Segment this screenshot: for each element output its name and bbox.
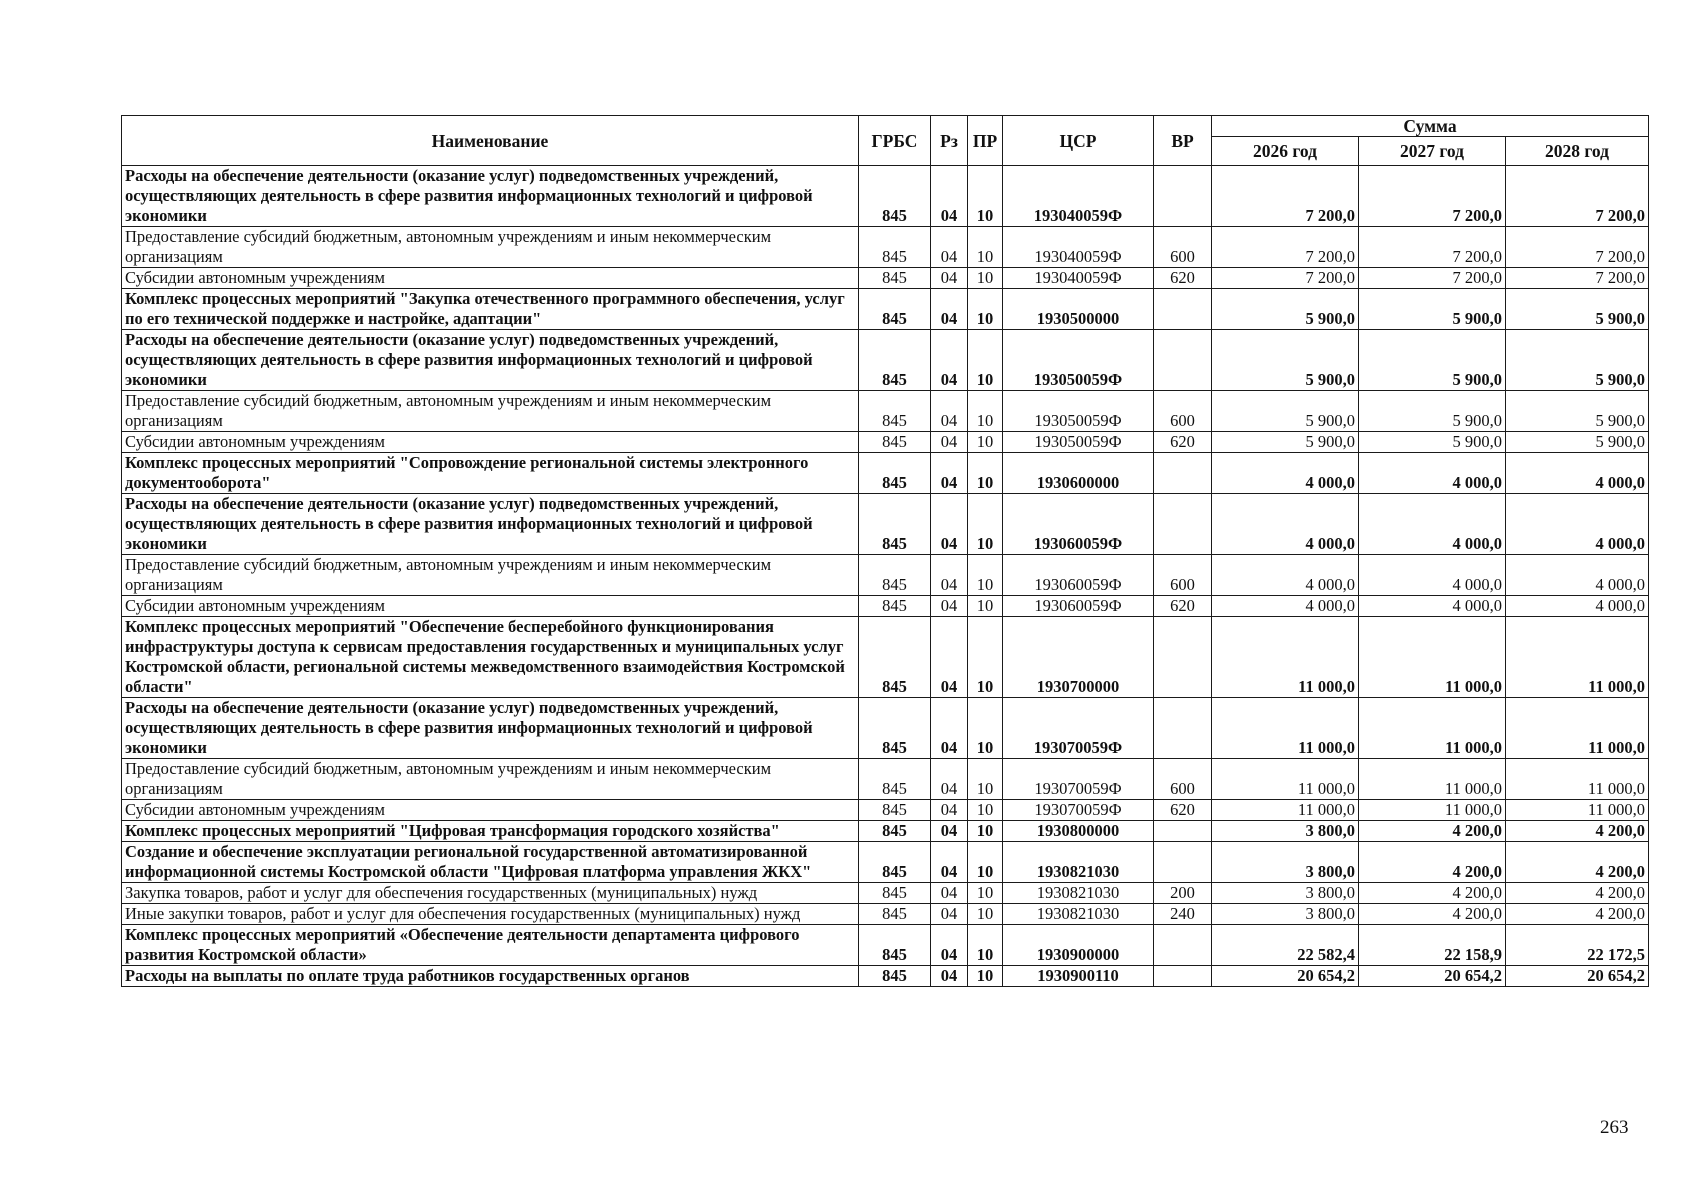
table-row (122, 966, 1649, 987)
cell-grbs: 845 (859, 227, 931, 268)
cell-vr: 620 (1154, 596, 1212, 617)
cell-pr: 10 (968, 617, 1003, 698)
cell-pr: 10 (968, 391, 1003, 432)
cell-vr (1154, 289, 1212, 330)
cell-name: Предоставление субсидий бюджетным, автономным учреждениям и иным некоммерческим организациям (122, 227, 859, 268)
cell-name: Комплекс процессных мероприятий "Обеспечение бесперебойного функционирования инфраструктуры доступа к сервисам предоставления государственных и муниципальных услуг Костромской области, региональной системы межведомственного взаимодействия Костромской области" (122, 617, 859, 698)
cell-sum-2026: 3 800,0 (1212, 883, 1359, 904)
cell-sum-2028: 11 000,0 (1506, 800, 1649, 821)
cell-pr: 10 (968, 800, 1003, 821)
table-row (122, 842, 1649, 883)
cell-sum-2028: 4 000,0 (1506, 494, 1649, 555)
cell-csr: 1930821030 (1003, 842, 1154, 883)
cell-grbs: 845 (859, 925, 931, 966)
cell-sum-2028: 5 900,0 (1506, 432, 1649, 453)
cell-name: Комплекс процессных мероприятий "Цифровая трансформация городского хозяйства" (122, 821, 859, 842)
table-row (122, 904, 1649, 925)
header-vr: ВР (1154, 116, 1212, 166)
cell-rz: 04 (931, 494, 968, 555)
cell-sum-2028: 4 000,0 (1506, 555, 1649, 596)
cell-grbs: 845 (859, 966, 931, 987)
cell-pr: 10 (968, 227, 1003, 268)
cell-sum-2026: 5 900,0 (1212, 330, 1359, 391)
cell-vr (1154, 925, 1212, 966)
cell-pr: 10 (968, 166, 1003, 227)
cell-vr: 240 (1154, 904, 1212, 925)
cell-name: Субсидии автономным учреждениям (122, 268, 859, 289)
cell-grbs: 845 (859, 289, 931, 330)
cell-rz: 04 (931, 925, 968, 966)
cell-sum-2026: 5 900,0 (1212, 289, 1359, 330)
header-rz: Рз (931, 116, 968, 166)
cell-csr: 1930700000 (1003, 617, 1154, 698)
cell-sum-2028: 11 000,0 (1506, 617, 1649, 698)
cell-grbs: 845 (859, 698, 931, 759)
cell-rz: 04 (931, 432, 968, 453)
cell-pr: 10 (968, 268, 1003, 289)
cell-rz: 04 (931, 842, 968, 883)
header-sum: Сумма (1212, 116, 1649, 137)
cell-vr: 620 (1154, 432, 1212, 453)
cell-grbs: 845 (859, 596, 931, 617)
cell-pr: 10 (968, 904, 1003, 925)
cell-vr (1154, 494, 1212, 555)
cell-sum-2028: 20 654,2 (1506, 966, 1649, 987)
cell-csr: 193040059Ф (1003, 166, 1154, 227)
cell-sum-2026: 22 582,4 (1212, 925, 1359, 966)
cell-csr: 193060059Ф (1003, 596, 1154, 617)
cell-sum-2027: 4 000,0 (1359, 453, 1506, 494)
cell-csr: 193070059Ф (1003, 698, 1154, 759)
table-row (122, 494, 1649, 555)
table-row (122, 227, 1649, 268)
cell-rz: 04 (931, 966, 968, 987)
table-row (122, 289, 1649, 330)
header-year-2026: 2026 год (1212, 137, 1359, 166)
cell-sum-2026: 5 900,0 (1212, 391, 1359, 432)
cell-sum-2028: 4 200,0 (1506, 821, 1649, 842)
cell-csr: 193070059Ф (1003, 800, 1154, 821)
cell-grbs: 845 (859, 842, 931, 883)
cell-vr (1154, 821, 1212, 842)
cell-sum-2027: 4 200,0 (1359, 842, 1506, 883)
cell-sum-2027: 5 900,0 (1359, 289, 1506, 330)
cell-csr: 1930500000 (1003, 289, 1154, 330)
cell-sum-2026: 4 000,0 (1212, 555, 1359, 596)
cell-vr: 600 (1154, 227, 1212, 268)
cell-sum-2027: 4 200,0 (1359, 883, 1506, 904)
cell-sum-2028: 5 900,0 (1506, 391, 1649, 432)
cell-sum-2026: 5 900,0 (1212, 432, 1359, 453)
cell-name: Субсидии автономным учреждениям (122, 596, 859, 617)
cell-pr: 10 (968, 759, 1003, 800)
cell-sum-2027: 7 200,0 (1359, 227, 1506, 268)
cell-sum-2028: 22 172,5 (1506, 925, 1649, 966)
cell-pr: 10 (968, 842, 1003, 883)
cell-csr: 193050059Ф (1003, 432, 1154, 453)
table-row (122, 698, 1649, 759)
cell-rz: 04 (931, 555, 968, 596)
cell-rz: 04 (931, 391, 968, 432)
cell-sum-2027: 7 200,0 (1359, 268, 1506, 289)
cell-pr: 10 (968, 883, 1003, 904)
table-row (122, 925, 1649, 966)
cell-sum-2026: 11 000,0 (1212, 698, 1359, 759)
cell-sum-2027: 7 200,0 (1359, 166, 1506, 227)
cell-csr: 193060059Ф (1003, 494, 1154, 555)
cell-vr: 620 (1154, 800, 1212, 821)
cell-name: Комплекс процессных мероприятий "Сопровождение региональной системы электронного документооборота" (122, 453, 859, 494)
table-row (122, 759, 1649, 800)
cell-pr: 10 (968, 330, 1003, 391)
cell-rz: 04 (931, 821, 968, 842)
cell-sum-2027: 4 000,0 (1359, 494, 1506, 555)
cell-sum-2027: 20 654,2 (1359, 966, 1506, 987)
cell-rz: 04 (931, 904, 968, 925)
page-number: 263 (1600, 1117, 1629, 1138)
cell-grbs: 845 (859, 391, 931, 432)
cell-sum-2028: 5 900,0 (1506, 330, 1649, 391)
table-row (122, 883, 1649, 904)
cell-pr: 10 (968, 698, 1003, 759)
cell-grbs: 845 (859, 453, 931, 494)
cell-sum-2028: 4 000,0 (1506, 453, 1649, 494)
cell-rz: 04 (931, 596, 968, 617)
cell-vr (1154, 166, 1212, 227)
header-name: Наименование (122, 116, 859, 166)
cell-sum-2028: 4 200,0 (1506, 904, 1649, 925)
table-row (122, 330, 1649, 391)
cell-vr (1154, 453, 1212, 494)
cell-sum-2027: 4 000,0 (1359, 596, 1506, 617)
cell-name: Расходы на обеспечение деятельности (оказание услуг) подведомственных учреждений, осуществляющих деятельность в сфере развития информационных технологий и цифровой экономики (122, 166, 859, 227)
cell-csr: 1930600000 (1003, 453, 1154, 494)
header-csr: ЦСР (1003, 116, 1154, 166)
cell-name: Предоставление субсидий бюджетным, автономным учреждениям и иным некоммерческим организациям (122, 391, 859, 432)
cell-csr: 193040059Ф (1003, 227, 1154, 268)
cell-name: Комплекс процессных мероприятий «Обеспечение деятельности департамента цифрового развития Костромской области» (122, 925, 859, 966)
cell-name: Закупка товаров, работ и услуг для обеспечения государственных (муниципальных) нужд (122, 883, 859, 904)
cell-sum-2026: 3 800,0 (1212, 904, 1359, 925)
cell-rz: 04 (931, 330, 968, 391)
cell-sum-2026: 4 000,0 (1212, 494, 1359, 555)
cell-sum-2028: 4 000,0 (1506, 596, 1649, 617)
cell-name: Расходы на обеспечение деятельности (оказание услуг) подведомственных учреждений, осуществляющих деятельность в сфере развития информационных технологий и цифровой экономики (122, 698, 859, 759)
cell-grbs: 845 (859, 330, 931, 391)
cell-grbs: 845 (859, 800, 931, 821)
cell-sum-2028: 4 200,0 (1506, 883, 1649, 904)
cell-name: Комплекс процессных мероприятий "Закупка отечественного программного обеспечения, услуг по его технической поддержке и настройке, адаптации" (122, 289, 859, 330)
cell-vr: 200 (1154, 883, 1212, 904)
cell-pr: 10 (968, 289, 1003, 330)
cell-name: Иные закупки товаров, работ и услуг для обеспечения государственных (муниципальных) нужд (122, 904, 859, 925)
cell-name: Создание и обеспечение эксплуатации региональной государственной автоматизированной информационной системы Костромской области "Цифровая платформа управления ЖКХ" (122, 842, 859, 883)
cell-grbs: 845 (859, 432, 931, 453)
cell-vr (1154, 617, 1212, 698)
header-year-2028: 2028 год (1506, 137, 1649, 166)
cell-csr: 193070059Ф (1003, 759, 1154, 800)
cell-sum-2027: 4 200,0 (1359, 904, 1506, 925)
table-row (122, 432, 1649, 453)
table-body (122, 166, 1649, 987)
cell-sum-2026: 7 200,0 (1212, 166, 1359, 227)
cell-sum-2026: 20 654,2 (1212, 966, 1359, 987)
cell-rz: 04 (931, 617, 968, 698)
cell-rz: 04 (931, 883, 968, 904)
cell-sum-2027: 11 000,0 (1359, 800, 1506, 821)
cell-rz: 04 (931, 268, 968, 289)
cell-sum-2027: 5 900,0 (1359, 330, 1506, 391)
cell-sum-2028: 7 200,0 (1506, 268, 1649, 289)
cell-sum-2026: 3 800,0 (1212, 821, 1359, 842)
cell-sum-2026: 3 800,0 (1212, 842, 1359, 883)
cell-sum-2027: 11 000,0 (1359, 617, 1506, 698)
cell-name: Субсидии автономным учреждениям (122, 800, 859, 821)
table-row (122, 391, 1649, 432)
table-row (122, 268, 1649, 289)
cell-pr: 10 (968, 925, 1003, 966)
cell-name: Расходы на обеспечение деятельности (оказание услуг) подведомственных учреждений, осуществляющих деятельность в сфере развития информационных технологий и цифровой экономики (122, 494, 859, 555)
cell-grbs: 845 (859, 883, 931, 904)
cell-rz: 04 (931, 289, 968, 330)
cell-vr: 600 (1154, 555, 1212, 596)
cell-csr: 193050059Ф (1003, 330, 1154, 391)
cell-name: Расходы на обеспечение деятельности (оказание услуг) подведомственных учреждений, осуществляющих деятельность в сфере развития информационных технологий и цифровой экономики (122, 330, 859, 391)
cell-sum-2028: 4 200,0 (1506, 842, 1649, 883)
table-row (122, 166, 1649, 227)
cell-vr (1154, 330, 1212, 391)
cell-pr: 10 (968, 494, 1003, 555)
cell-rz: 04 (931, 698, 968, 759)
cell-sum-2028: 7 200,0 (1506, 227, 1649, 268)
cell-sum-2027: 11 000,0 (1359, 698, 1506, 759)
cell-name: Предоставление субсидий бюджетным, автономным учреждениям и иным некоммерческим организациям (122, 555, 859, 596)
table-row (122, 596, 1649, 617)
header-pr: ПР (968, 116, 1003, 166)
cell-rz: 04 (931, 453, 968, 494)
cell-sum-2026: 7 200,0 (1212, 268, 1359, 289)
cell-sum-2027: 5 900,0 (1359, 391, 1506, 432)
table-row (122, 453, 1649, 494)
cell-rz: 04 (931, 759, 968, 800)
cell-pr: 10 (968, 966, 1003, 987)
cell-rz: 04 (931, 227, 968, 268)
cell-grbs: 845 (859, 268, 931, 289)
cell-grbs: 845 (859, 904, 931, 925)
cell-sum-2027: 22 158,9 (1359, 925, 1506, 966)
cell-vr: 620 (1154, 268, 1212, 289)
cell-csr: 1930800000 (1003, 821, 1154, 842)
cell-pr: 10 (968, 821, 1003, 842)
cell-sum-2026: 7 200,0 (1212, 227, 1359, 268)
cell-sum-2026: 11 000,0 (1212, 759, 1359, 800)
budget-table (121, 115, 1649, 987)
cell-name: Расходы на выплаты по оплате труда работников государственных органов (122, 966, 859, 987)
cell-vr: 600 (1154, 391, 1212, 432)
cell-vr (1154, 966, 1212, 987)
cell-vr (1154, 698, 1212, 759)
table-row (122, 821, 1649, 842)
cell-grbs: 845 (859, 494, 931, 555)
cell-pr: 10 (968, 453, 1003, 494)
table-header (122, 116, 1649, 166)
cell-pr: 10 (968, 596, 1003, 617)
cell-vr: 600 (1154, 759, 1212, 800)
cell-name: Субсидии автономным учреждениям (122, 432, 859, 453)
cell-sum-2027: 11 000,0 (1359, 759, 1506, 800)
cell-grbs: 845 (859, 617, 931, 698)
cell-pr: 10 (968, 432, 1003, 453)
cell-pr: 10 (968, 555, 1003, 596)
cell-csr: 1930821030 (1003, 883, 1154, 904)
cell-sum-2028: 5 900,0 (1506, 289, 1649, 330)
table-row (122, 800, 1649, 821)
cell-sum-2026: 11 000,0 (1212, 800, 1359, 821)
cell-grbs: 845 (859, 555, 931, 596)
cell-csr: 193060059Ф (1003, 555, 1154, 596)
cell-sum-2028: 11 000,0 (1506, 759, 1649, 800)
cell-sum-2027: 4 000,0 (1359, 555, 1506, 596)
cell-rz: 04 (931, 800, 968, 821)
cell-csr: 1930821030 (1003, 904, 1154, 925)
cell-rz: 04 (931, 166, 968, 227)
cell-sum-2026: 11 000,0 (1212, 617, 1359, 698)
cell-csr: 1930900000 (1003, 925, 1154, 966)
cell-grbs: 845 (859, 166, 931, 227)
table-row (122, 617, 1649, 698)
cell-grbs: 845 (859, 821, 931, 842)
cell-csr: 193040059Ф (1003, 268, 1154, 289)
cell-csr: 193050059Ф (1003, 391, 1154, 432)
cell-sum-2028: 7 200,0 (1506, 166, 1649, 227)
cell-sum-2027: 4 200,0 (1359, 821, 1506, 842)
cell-vr (1154, 842, 1212, 883)
cell-sum-2028: 11 000,0 (1506, 698, 1649, 759)
table-row (122, 555, 1649, 596)
header-year-2027: 2027 год (1359, 137, 1506, 166)
cell-name: Предоставление субсидий бюджетным, автономным учреждениям и иным некоммерческим организациям (122, 759, 859, 800)
header-grbs: ГРБС (859, 116, 931, 166)
cell-csr: 1930900110 (1003, 966, 1154, 987)
cell-sum-2026: 4 000,0 (1212, 596, 1359, 617)
cell-sum-2027: 5 900,0 (1359, 432, 1506, 453)
cell-grbs: 845 (859, 759, 931, 800)
cell-sum-2026: 4 000,0 (1212, 453, 1359, 494)
